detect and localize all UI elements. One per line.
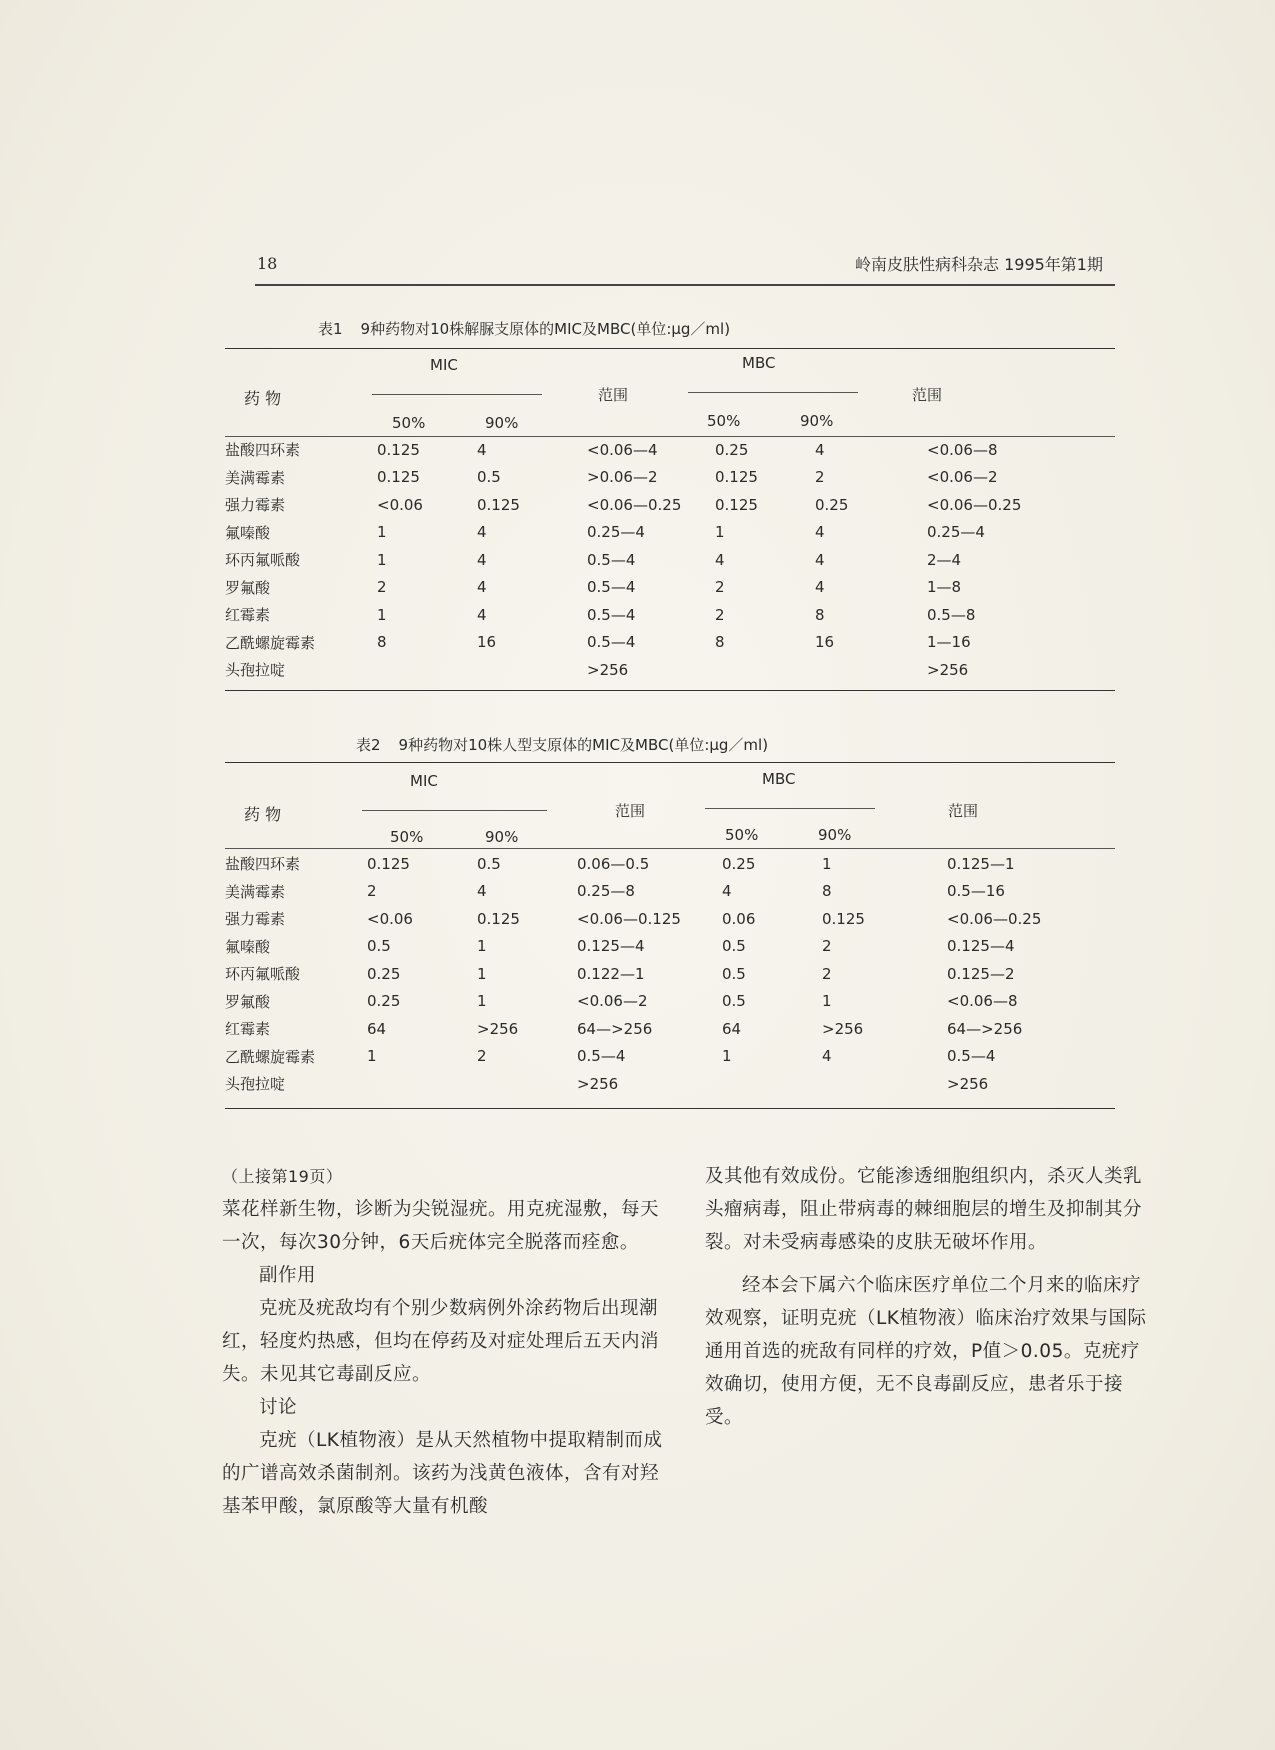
table-row (225, 1015, 1115, 1043)
table2-drug-name-cell: 罗氟酸 (225, 992, 271, 1011)
table2-mbc-90-cell: 2 (822, 964, 832, 983)
table2-mic-90-cell: 1 (477, 964, 487, 983)
table2-mbc-range-cell: >256 (947, 1074, 989, 1093)
table2-mbc-range-cell: 0.5—4 (947, 1047, 996, 1066)
table2-mbc-90-cell: 0.125 (822, 909, 865, 928)
table-row (225, 519, 1115, 547)
table2-mbc-50-cell: 0.06 (722, 909, 756, 928)
table1-top-rule (225, 348, 1115, 349)
table1-mbc-50-cell: 0.125 (715, 468, 758, 487)
table1-drug-name-cell: 红霉素 (225, 606, 271, 625)
table2-mbc-range-cell: <0.06—8 (947, 992, 1018, 1011)
table1-mic-range-cell: <0.06—4 (587, 440, 658, 459)
table2-mic-90-cell: 1 (477, 937, 487, 956)
table1-mic90-header: 90% (485, 414, 519, 432)
table2-mic-90-cell: 0.125 (477, 909, 520, 928)
table2-mic-underline (362, 810, 547, 811)
table2-mic-50-cell: 0.5 (367, 937, 391, 956)
table1-mic-50-cell: 1 (377, 605, 387, 624)
table1-mic-90-cell: 4 (477, 440, 487, 459)
table1-mbc-header: MBC (742, 354, 776, 372)
table-row (225, 574, 1115, 602)
table2-drug-name-cell: 氟嗪酸 (225, 937, 271, 956)
table1-title: 9种药物对10株解脲支原体的MIC及MBC(单位:μg／ml) (360, 320, 731, 338)
table2-mic-header: MIC (410, 772, 438, 790)
table2-mic-90-cell: 0.5 (477, 854, 501, 873)
table2-mic-90-cell: 4 (477, 882, 487, 901)
table1-mbc-50-cell: 1 (715, 523, 725, 542)
table2-header-rule (225, 848, 1115, 849)
table2-mbc-90-cell: >256 (822, 1019, 864, 1038)
table2-drug-name-cell: 强力霉素 (225, 910, 286, 929)
table2-mic-range-cell: 64—>256 (577, 1019, 653, 1038)
table1-caption (318, 318, 730, 339)
table2-mbc-50-cell: 0.5 (722, 992, 746, 1011)
table1-mic-90-cell: 16 (477, 633, 497, 652)
table1-mbc-range-header: 范围 (912, 386, 943, 404)
table1-drug-name-cell: 乙酰螺旋霉素 (225, 633, 316, 652)
table1-mbc-underline (688, 392, 858, 393)
table2-mbc-50-cell: 64 (722, 1019, 742, 1038)
table2-mic-90-cell: 1 (477, 992, 487, 1011)
table2-mic-range-cell: 0.06—0.5 (577, 854, 650, 873)
table1-drug-name-cell: 强力霉素 (225, 496, 286, 515)
table1-drug-name-cell: 美满霉素 (225, 468, 286, 487)
table1-mic-90-cell: 0.5 (477, 468, 501, 487)
table2-mbc-range-cell: <0.06—0.25 (947, 909, 1042, 928)
table2-mic-90-cell: 2 (477, 1047, 487, 1066)
table2-mbc-90-cell: 2 (822, 937, 832, 956)
table2-mbc50-header: 50% (725, 826, 759, 844)
continued-note: （上接第19页） (222, 1167, 343, 1186)
right-text-column (705, 1160, 1150, 1434)
table1-mic-50-cell: 0.125 (377, 440, 420, 459)
table1-mbc-90-cell: 4 (815, 523, 825, 542)
table1-mbc-90-cell: 16 (815, 633, 835, 652)
table2-top-rule (225, 762, 1115, 763)
table-row (225, 1043, 1115, 1071)
table1-mic-range-cell: 0.5—4 (587, 605, 636, 624)
table1-mbc-range-cell: 0.25—4 (927, 523, 985, 542)
table1-mic-90-cell: 4 (477, 605, 487, 624)
table-row (225, 546, 1115, 574)
table2-mbc-header: MBC (762, 770, 796, 788)
table2-mic-50-cell: 64 (367, 1019, 387, 1038)
table1-mic50-header: 50% (392, 414, 426, 432)
table2-mic-range-cell: 0.5—4 (577, 1047, 626, 1066)
table1-mbc-range-cell: 1—8 (927, 578, 962, 597)
table2-mbc-range-header: 范围 (948, 802, 979, 820)
table1-mbc-90-cell: 2 (815, 468, 825, 487)
table-row (225, 960, 1115, 988)
table2-drug-name-cell: 乙酰螺旋霉素 (225, 1047, 316, 1066)
table1-mic-range-cell: >0.06—2 (587, 468, 658, 487)
table2-mic-50-cell: 1 (367, 1047, 377, 1066)
table1-body (225, 436, 1115, 684)
table2-mbc-range-cell: 0.125—4 (947, 937, 1015, 956)
table1-mbc-50-cell: 2 (715, 578, 725, 597)
table1-mic-50-cell: 0.125 (377, 468, 420, 487)
table1-drug-header: 药 物 (244, 389, 282, 408)
table2-mbc-90-cell (810, 1070, 935, 1098)
table1-mic-range-cell: >256 (587, 660, 629, 679)
table-row (225, 656, 1115, 684)
table1-mbc90-header: 90% (800, 412, 834, 430)
table2-mbc-range-cell: 64—>256 (947, 1019, 1023, 1038)
table2-drug-header: 药 物 (244, 805, 282, 824)
table1-mbc-90-cell: 4 (815, 440, 825, 459)
table2-mbc-50-cell: 1 (722, 1047, 732, 1066)
table2-mbc-90-cell: 8 (822, 882, 832, 901)
table1-drug-name-cell: 环丙氟哌酸 (225, 551, 301, 570)
table2-number: 表2 (356, 736, 381, 754)
table2-mic90-header: 90% (485, 828, 519, 846)
table-row (225, 905, 1115, 933)
table2-mbc-range-cell: 0.125—2 (947, 964, 1015, 983)
table2-mic-50-cell: 0.125 (367, 854, 410, 873)
table-row (225, 436, 1115, 464)
journal-title: 岭南皮肤性病科杂志 1995年第1期 (855, 255, 1103, 274)
table1-drug-name-cell: 盐酸四环素 (225, 441, 301, 460)
table1-mic-50-cell (365, 656, 465, 684)
table2-mic50-header: 50% (390, 828, 424, 846)
table1-bottom-rule (225, 690, 1115, 691)
table1-mbc-90-cell: 4 (815, 578, 825, 597)
table1-mic-range-cell: 0.5—4 (587, 633, 636, 652)
table-row (225, 1070, 1115, 1098)
table2-mic-range-cell: <0.06—2 (577, 992, 648, 1011)
table2-mic-50-cell: 0.25 (367, 992, 401, 1011)
table1-mic-range-cell: 0.25—4 (587, 523, 645, 542)
table1-mbc-50-cell: 8 (715, 633, 725, 652)
right-paragraph-1: 及其他有效成份。它能渗透细胞组织内，杀灭人类乳头瘤病毒，阻止带病毒的棘细胞层的增生及抑制其分裂。对未受病毒感染的皮肤无破坏作用。 (705, 1166, 1143, 1253)
table1-mbc-50-cell: 0.125 (715, 495, 758, 514)
table2-caption (356, 734, 768, 755)
table2-drug-name-cell: 环丙氟哌酸 (225, 965, 301, 984)
left-paragraph-3: 克疣（LK植物液）是从天然植物中提取精制而成的广谱高效杀菌制剂。该药为浅黄色液体，含有对羟基苯甲酸，氯原酸等大量有机酸 (222, 1430, 663, 1517)
table2-mbc-range-cell: 0.5—16 (947, 882, 1005, 901)
table1-mic-90-cell: 4 (477, 523, 487, 542)
heading-side-effects: 副作用 (259, 1265, 317, 1286)
table1-mbc-range-cell: <0.06—8 (927, 440, 998, 459)
table2-mic-50-cell: 2 (367, 882, 377, 901)
table1-mbc-90-cell (803, 656, 915, 684)
table1-mic-50-cell: <0.06 (377, 495, 423, 514)
table2-mbc-50-cell: 0.5 (722, 937, 746, 956)
table2-mbc-range-cell: 0.125—1 (947, 854, 1015, 873)
table-row (225, 464, 1115, 492)
table1-drug-name-cell: 头孢拉啶 (225, 661, 286, 680)
table2-drug-name-cell: 盐酸四环素 (225, 855, 301, 874)
table2-mic-range-cell: 0.122—1 (577, 964, 645, 983)
table1-mic-range-cell: <0.06—0.25 (587, 495, 682, 514)
table1-mic-50-cell: 1 (377, 550, 387, 569)
table2-mbc90-header: 90% (818, 826, 852, 844)
right-paragraph-2: 经本会下属六个临床医疗单位二个月来的临床疗效观察，证明克疣（LK植物液）临床治疗效果与国际通用首选的疣敌有同样的疗效，P值＞0.05。克疣疗效确切，使用方便，无不良毒副反应，患者乐于接受。 (705, 1275, 1147, 1428)
table1-mbc-90-cell: 0.25 (815, 495, 849, 514)
table-row (225, 601, 1115, 629)
table1-drug-name-cell: 氟嗪酸 (225, 523, 271, 542)
table2-body (225, 850, 1115, 1098)
table1-mbc-50-cell: 4 (715, 550, 725, 569)
table1-mic-90-cell: 4 (477, 550, 487, 569)
table2-mbc-50-cell: 0.5 (722, 964, 746, 983)
table1-mbc-50-cell: 0.25 (715, 440, 749, 459)
table1-mbc-50-cell (703, 656, 803, 684)
table1-number: 表1 (318, 320, 343, 338)
table1-mbc-90-cell: 4 (815, 550, 825, 569)
table1-mbc50-header: 50% (707, 412, 741, 430)
table2-mic-50-cell: <0.06 (367, 909, 413, 928)
table2-mbc-50-cell (710, 1070, 810, 1098)
table1-mic-underline (372, 394, 542, 395)
left-text-column (222, 1160, 667, 1523)
running-header (255, 250, 1115, 286)
table1-mbc-range-cell: <0.06—0.25 (927, 495, 1022, 514)
table1-mic-90-cell: 4 (477, 578, 487, 597)
table1-mic-50-cell: 2 (377, 578, 387, 597)
table2-mbc-90-cell: 4 (822, 1047, 832, 1066)
left-paragraph-2: 克疣及疣敌均有个别少数病例外涂药物后出现潮红，轻度灼热感，但均在停药及对症处理后五天内消失。未见其它毒副反应。 (222, 1298, 660, 1385)
table2-mic-50-cell (355, 1070, 465, 1098)
table1-mic-90-cell (465, 656, 575, 684)
table-row (225, 988, 1115, 1016)
table2-mic-range-cell: 0.25—8 (577, 882, 635, 901)
table1-mbc-range-cell: 1—16 (927, 633, 971, 652)
table2-mic-range-header: 范围 (615, 802, 646, 820)
table2-mbc-50-cell: 0.25 (722, 854, 756, 873)
table2-bottom-rule (225, 1108, 1115, 1109)
table-row (225, 491, 1115, 519)
table1-mic-90-cell: 0.125 (477, 495, 520, 514)
table1-mic-50-cell: 8 (377, 633, 387, 652)
table2-drug-name-cell: 头孢拉啶 (225, 1075, 286, 1094)
page-number: 18 (257, 254, 278, 273)
table1-mic-range-cell: 0.5—4 (587, 550, 636, 569)
table2-title: 9种药物对10株人型支原体的MIC及MBC(单位:μg／ml) (398, 736, 769, 754)
table-row (225, 629, 1115, 657)
table2-mic-range-cell: >256 (577, 1074, 619, 1093)
table1-mbc-range-cell: <0.06—2 (927, 468, 998, 487)
table1-mbc-range-cell: 0.5—8 (927, 605, 976, 624)
table2-mic-90-cell (465, 1070, 565, 1098)
table1-mic-range-cell: 0.5—4 (587, 578, 636, 597)
table2-drug-name-cell: 红霉素 (225, 1020, 271, 1039)
table2-mbc-90-cell: 1 (822, 854, 832, 873)
table2-mic-90-cell: >256 (477, 1019, 519, 1038)
table2-mic-50-cell: 0.25 (367, 964, 401, 983)
table-row (225, 933, 1115, 961)
table1-mic-header: MIC (430, 356, 458, 374)
table1-mbc-50-cell: 2 (715, 605, 725, 624)
table2-drug-name-cell: 美满霉素 (225, 882, 286, 901)
table2-mbc-90-cell: 1 (822, 992, 832, 1011)
table2-mbc-underline (705, 808, 875, 809)
table2-mbc-50-cell: 4 (722, 882, 732, 901)
table1-mbc-range-cell: >256 (927, 660, 969, 679)
table-row (225, 878, 1115, 906)
table1-mbc-90-cell: 8 (815, 605, 825, 624)
table1-mic-50-cell: 1 (377, 523, 387, 542)
heading-discussion: 讨论 (259, 1397, 298, 1418)
table-row (225, 850, 1115, 878)
left-paragraph-1: 菜花样新生物，诊断为尖锐湿疣。用克疣湿敷，每天一次，每次30分钟，6天后疣体完全脱落而痊愈。 (222, 1199, 660, 1253)
table1-mbc-range-cell: 2—4 (927, 550, 962, 569)
table2-mic-range-cell: 0.125—4 (577, 937, 645, 956)
table2-mic-range-cell: <0.06—0.125 (577, 909, 681, 928)
table1-drug-name-cell: 罗氟酸 (225, 578, 271, 597)
table1-mic-range-header: 范围 (598, 386, 629, 404)
